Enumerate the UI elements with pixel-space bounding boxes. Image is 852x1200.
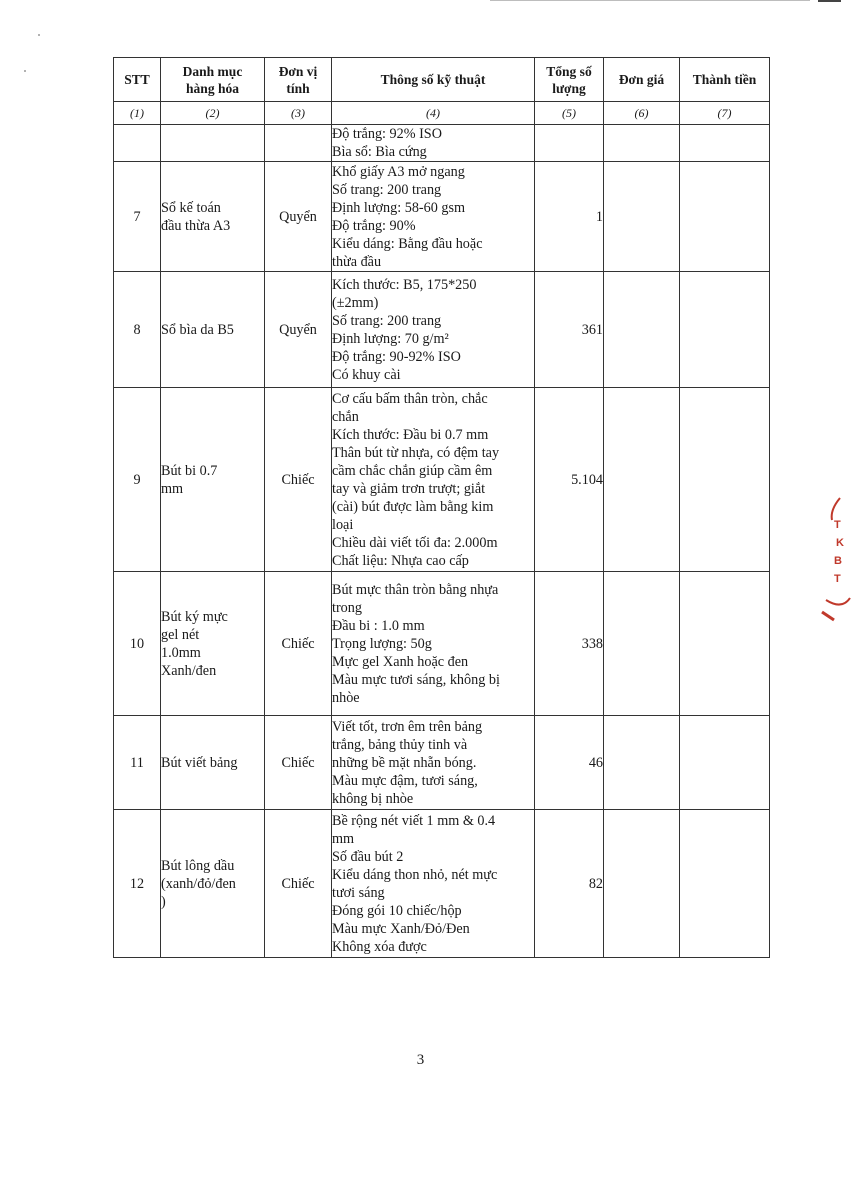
spec-line: Mực gel Xanh hoặc đen	[332, 653, 469, 670]
spec-line: Độ trắng: 90-92% ISO	[332, 348, 461, 365]
table-row	[114, 810, 770, 958]
page-number: 3	[416, 1052, 425, 1068]
spec-line: (±2mm)	[332, 294, 379, 311]
row-total	[680, 572, 770, 716]
col-number: (7)	[680, 102, 770, 125]
row-specs	[332, 162, 535, 272]
row-unit-price	[604, 810, 680, 958]
row-item-name: Bút viết bảng	[161, 716, 265, 810]
header-specs: Thông số kỹ thuật	[332, 58, 535, 102]
svg-text:T: T	[834, 519, 841, 531]
table-row	[114, 716, 770, 810]
row-specs	[332, 388, 535, 572]
column-number-row	[114, 102, 770, 125]
row-specs	[332, 125, 535, 162]
spec-line: tay và giảm trơn trượt; giắt	[332, 480, 486, 497]
col-number: (5)	[535, 102, 604, 125]
row-quantity	[535, 125, 604, 162]
spec-line: Đầu bi : 1.0 mm	[332, 617, 425, 634]
row-unit: Chiếc	[265, 810, 332, 958]
spec-line: Chất liệu: Nhựa cao cấp	[332, 552, 469, 569]
row-unit-price	[604, 716, 680, 810]
row-total	[680, 388, 770, 572]
row-quantity: 46	[535, 716, 604, 810]
col-number: (2)	[161, 102, 265, 125]
row-item-name	[161, 125, 265, 162]
row-unit-price	[604, 272, 680, 388]
table-row	[114, 272, 770, 388]
row-stt: 10	[114, 572, 161, 716]
header-stt: STT	[114, 58, 161, 102]
row-quantity: 361	[535, 272, 604, 388]
row-stt	[114, 125, 161, 162]
row-specs	[332, 716, 535, 810]
scan-edge-mark	[818, 0, 841, 2]
row-quantity: 82	[535, 810, 604, 958]
spec-line: thừa đầu	[332, 253, 382, 270]
row-total	[680, 162, 770, 272]
spec-line: chắn	[332, 408, 359, 425]
spec-line: Có khuy cài	[332, 366, 401, 383]
spec-line: Bút mực thân tròn bằng nhựa	[332, 581, 499, 598]
row-item-name: Bút ký mực gel nét 1.0mm Xanh/đen	[161, 572, 265, 716]
spec-line: Không xóa được	[332, 938, 427, 955]
row-stt: 8	[114, 272, 161, 388]
row-stt: 12	[114, 810, 161, 958]
spec-line: Độ trắng: 92% ISO	[332, 126, 442, 142]
spec-line: Khổ giấy A3 mở ngang	[332, 163, 465, 180]
row-item-name: Bút bi 0.7 mm	[161, 388, 265, 572]
row-unit: Chiếc	[265, 716, 332, 810]
spec-line: Định lượng: 70 g/m²	[332, 330, 449, 347]
spec-line: Bề rộng nét viết 1 mm & 0.4	[332, 812, 496, 829]
spec-line: Số trang: 200 trang	[332, 312, 442, 329]
spec-line: Kiểu dáng: Bằng đầu hoặc	[332, 235, 483, 252]
table-row	[114, 162, 770, 272]
spec-line: Bìa sổ: Bìa cứng	[332, 144, 427, 160]
svg-text:T: T	[834, 573, 841, 585]
spec-line: tươi sáng	[332, 884, 385, 901]
spec-line: Định lượng: 58-60 gsm	[332, 199, 466, 216]
row-unit: Chiếc	[265, 388, 332, 572]
row-total	[680, 272, 770, 388]
spec-line: Chiều dài viết tối đa: 2.000m	[332, 534, 498, 551]
spec-line: mm	[332, 830, 355, 847]
table-row	[114, 388, 770, 572]
spec-line: Viết tốt, trơn êm trên bảng	[332, 718, 483, 735]
scan-speck	[24, 70, 26, 72]
spec-line: Độ trắng: 90%	[332, 217, 416, 234]
row-specs	[332, 272, 535, 388]
row-unit-price	[604, 572, 680, 716]
scan-speck	[38, 34, 40, 36]
header-total: Thành tiền	[680, 58, 770, 102]
row-quantity: 1	[535, 162, 604, 272]
row-stt: 7	[114, 162, 161, 272]
spec-line: Màu mực đậm, tươi sáng,	[332, 772, 478, 789]
row-total	[680, 810, 770, 958]
row-unit-price	[604, 125, 680, 162]
spec-line: Trọng lượng: 50g	[332, 635, 432, 652]
table-row	[114, 572, 770, 716]
goods-spec-table	[113, 57, 770, 958]
spec-line: Kích thước: Đầu bi 0.7 mm	[332, 426, 489, 443]
red-seal-stamp-fragment	[812, 480, 852, 630]
row-item-name: Sổ bìa da B5	[161, 272, 265, 388]
row-item-name: Bút lông dầu (xanh/đỏ/đen )	[161, 810, 265, 958]
spec-line: Kích thước: B5, 175*250	[332, 276, 477, 293]
spec-line: trắng, bảng thủy tinh và	[332, 736, 468, 753]
spec-line: Số đầu bút 2	[332, 848, 404, 865]
spec-line: không bị nhòe	[332, 790, 414, 807]
row-item-name: Sổ kế toán đầu thừa A3	[161, 162, 265, 272]
spec-line: Đóng gói 10 chiếc/hộp	[332, 902, 462, 919]
row-specs	[332, 810, 535, 958]
header-quantity: Tổng số lượng	[535, 58, 604, 102]
svg-text:B: B	[834, 555, 842, 567]
spec-line: Thân bút từ nhựa, có đệm tay	[332, 444, 500, 461]
spec-line: nhòe	[332, 689, 360, 706]
row-stt: 11	[114, 716, 161, 810]
row-total	[680, 125, 770, 162]
col-number: (4)	[332, 102, 535, 125]
row-unit: Quyển	[265, 272, 332, 388]
header-unit: Đơn vị tính	[265, 58, 332, 102]
header-item-name: Danh mục hàng hóa	[161, 58, 265, 102]
header-row	[114, 58, 770, 102]
row-unit	[265, 125, 332, 162]
scan-edge-line	[490, 0, 810, 1]
row-unit: Chiếc	[265, 572, 332, 716]
svg-text:K: K	[836, 537, 844, 549]
row-specs	[332, 572, 535, 716]
header-unit-price: Đơn giá	[604, 58, 680, 102]
row-quantity: 5.104	[535, 388, 604, 572]
col-number: (3)	[265, 102, 332, 125]
spec-line: trong	[332, 599, 362, 616]
row-stt: 9	[114, 388, 161, 572]
row-quantity: 338	[535, 572, 604, 716]
row-total	[680, 716, 770, 810]
spec-line: Kiểu dáng thon nhỏ, nét mực	[332, 866, 498, 883]
row-unit: Quyển	[265, 162, 332, 272]
row-unit-price	[604, 388, 680, 572]
col-number: (1)	[114, 102, 161, 125]
spec-line: Màu mực tươi sáng, không bị	[332, 671, 500, 688]
spec-line: Số trang: 200 trang	[332, 181, 442, 198]
spec-line: loại	[332, 516, 354, 533]
spec-line: những bề mặt nhẵn bóng.	[332, 754, 477, 771]
spec-line: Màu mực Xanh/Đỏ/Đen	[332, 920, 470, 937]
spec-line: cầm chắc chắn giúp cầm êm	[332, 462, 493, 479]
col-number: (6)	[604, 102, 680, 125]
table-row	[114, 125, 770, 162]
spec-line: (cài) bút được làm bằng kim	[332, 498, 494, 515]
spec-line: Cơ cấu bấm thân tròn, chắc	[332, 390, 488, 407]
row-unit-price	[604, 162, 680, 272]
